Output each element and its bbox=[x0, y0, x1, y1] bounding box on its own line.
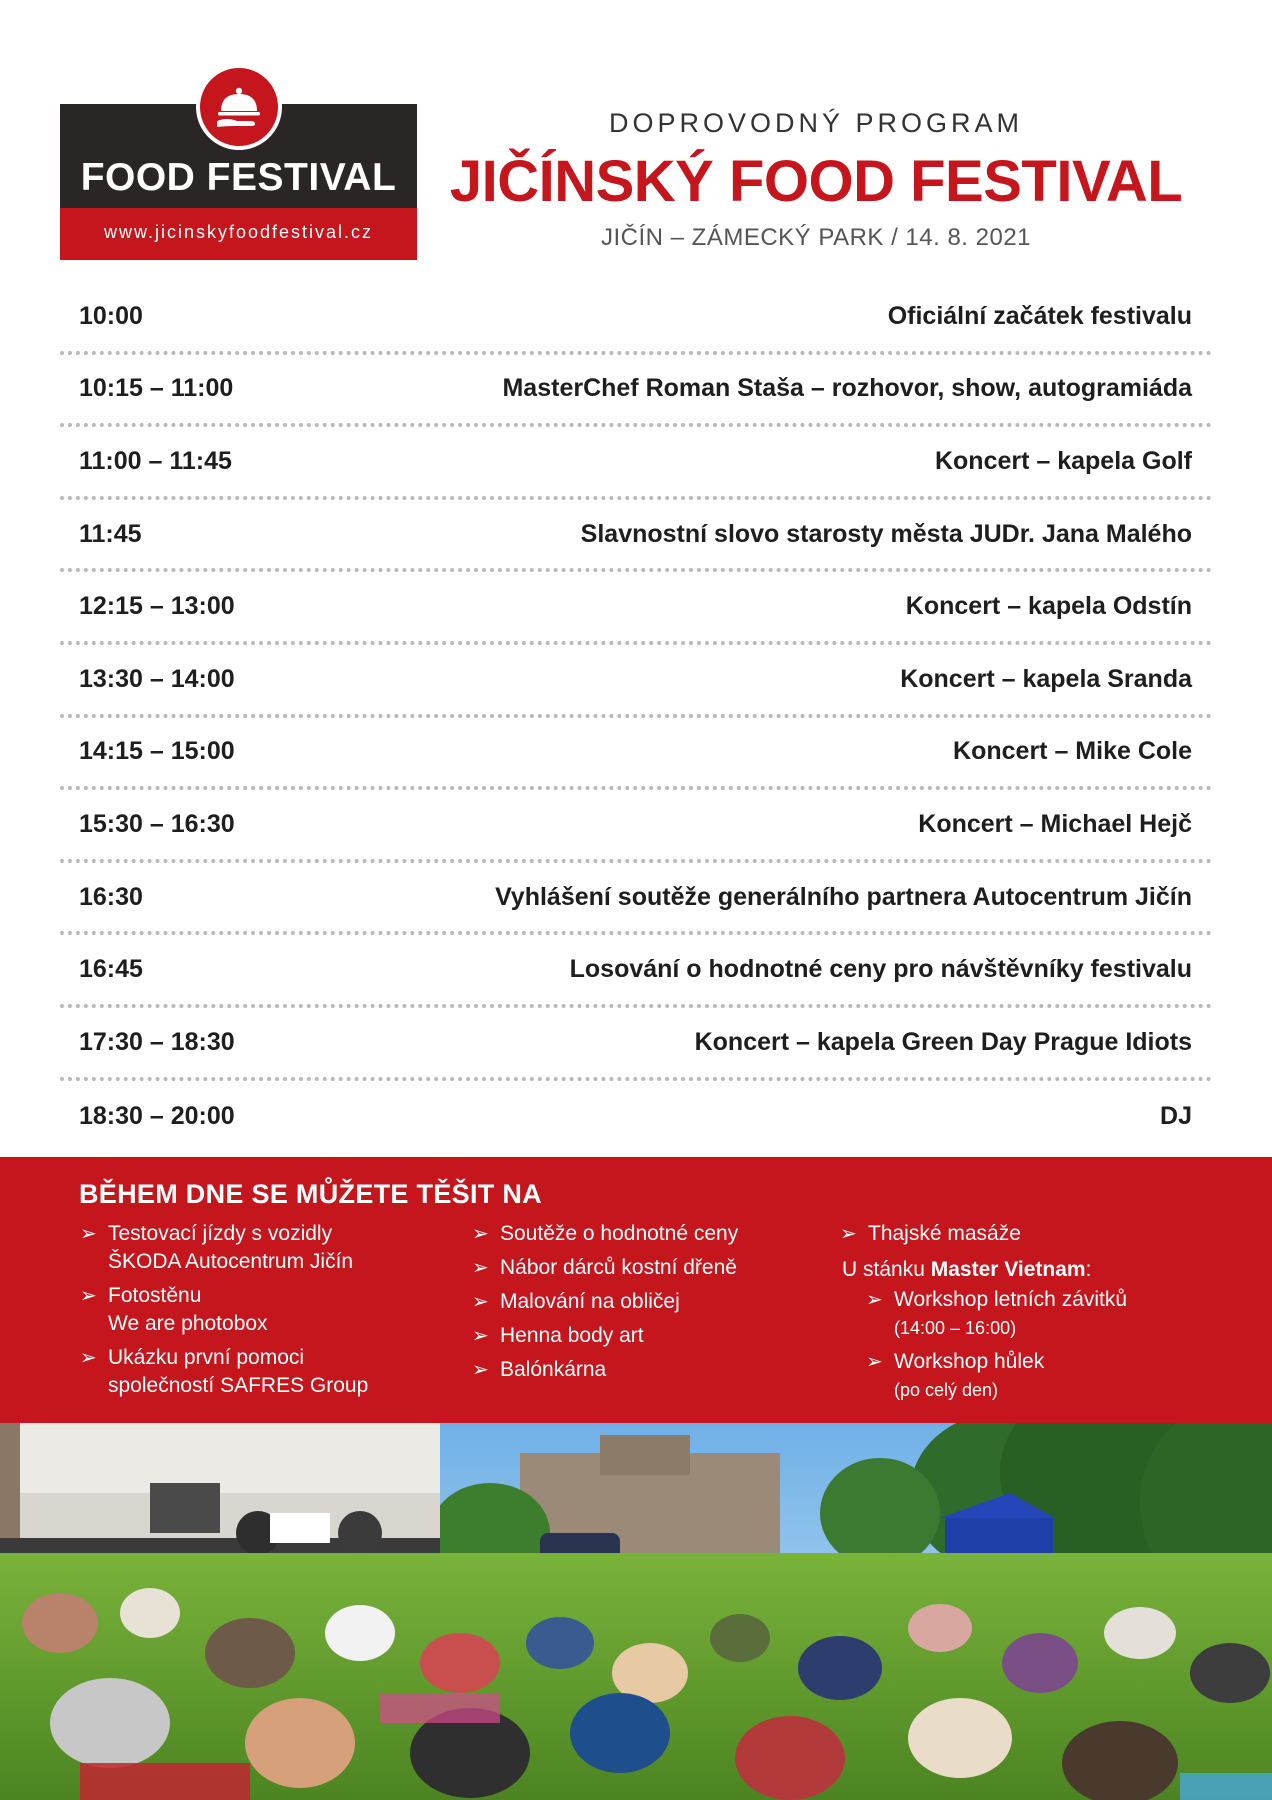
activities-column-1 bbox=[78, 1220, 428, 1406]
item-line: Fotostěnu bbox=[108, 1284, 202, 1307]
list-item bbox=[78, 1220, 428, 1276]
schedule-row bbox=[60, 863, 1212, 936]
item-time: (14:00 – 16:00) bbox=[894, 1318, 1017, 1338]
schedule-row bbox=[60, 790, 1212, 863]
festival-logo bbox=[60, 64, 417, 260]
schedule-time: 15:30 – 16:30 bbox=[79, 809, 235, 838]
page-title: JIČÍNSKÝ FOOD FESTIVAL bbox=[449, 149, 1183, 214]
list-item bbox=[78, 1344, 428, 1400]
item-line: Testovací jízdy s vozidly bbox=[108, 1222, 333, 1245]
logo-title: FOOD FESTIVAL bbox=[80, 156, 397, 199]
list-item bbox=[470, 1356, 820, 1384]
list-item bbox=[864, 1286, 1238, 1342]
schedule-row bbox=[60, 427, 1212, 500]
schedule-row bbox=[60, 572, 1212, 645]
logo-url[interactable]: www.jicinskyfoodfestival.cz bbox=[103, 222, 374, 242]
arrow-icon: ➢ bbox=[840, 1223, 857, 1245]
item-line: Ukázku první pomoci bbox=[108, 1346, 305, 1369]
arrow-icon: ➢ bbox=[80, 1223, 97, 1245]
item-line: Nábor dárců kostní dřeně bbox=[500, 1256, 737, 1279]
arrow-icon: ➢ bbox=[472, 1223, 489, 1245]
item-line: Thajské masáže bbox=[868, 1222, 1021, 1245]
schedule-row bbox=[60, 645, 1212, 718]
arrow-icon: ➢ bbox=[472, 1291, 489, 1313]
schedule-time: 13:30 – 14:00 bbox=[79, 664, 235, 693]
arrow-icon: ➢ bbox=[472, 1359, 489, 1381]
intro-prefix: U stánku bbox=[842, 1258, 931, 1281]
place-date: JIČÍN – ZÁMECKÝ PARK / 14. 8. 2021 bbox=[600, 224, 1032, 251]
schedule-event: Losování o hodnotné ceny pro návštěvníky festivalu bbox=[569, 955, 1192, 984]
schedule-time: 18:30 – 20:00 bbox=[79, 1102, 235, 1131]
arrow-icon: ➢ bbox=[866, 1289, 883, 1311]
schedule-row bbox=[60, 935, 1212, 1008]
arrow-icon: ➢ bbox=[472, 1257, 489, 1279]
schedule-event: Koncert – kapela Sranda bbox=[900, 664, 1192, 693]
schedule-event: Vyhlášení soutěže generálního partnera Autocentrum Jičín bbox=[495, 882, 1192, 911]
intro-suffix: : bbox=[1085, 1258, 1092, 1281]
schedule-row bbox=[60, 355, 1212, 428]
item-line: Henna body art bbox=[500, 1324, 644, 1347]
photo-illustration bbox=[0, 1423, 1272, 1800]
schedule-event: DJ bbox=[1160, 1102, 1192, 1131]
schedule-list bbox=[60, 282, 1212, 1153]
schedule-event: MasterChef Roman Staša – rozhovor, show, autogramiáda bbox=[502, 374, 1192, 403]
list-item bbox=[838, 1220, 1238, 1248]
schedule-row bbox=[60, 1081, 1212, 1154]
schedule-time: 10:15 – 11:00 bbox=[79, 374, 234, 403]
schedule-time: 14:15 – 15:00 bbox=[79, 737, 235, 766]
list-item bbox=[470, 1220, 820, 1248]
schedule-time: 11:45 bbox=[79, 519, 142, 548]
vendor-intro bbox=[842, 1256, 1238, 1284]
list-item bbox=[470, 1288, 820, 1316]
item-time: (po celý den) bbox=[894, 1380, 999, 1400]
schedule-row bbox=[60, 500, 1212, 573]
item-line: Workshop letních závitků bbox=[894, 1288, 1128, 1311]
program-subtitle: DOPROVODNÝ PROGRAM bbox=[608, 108, 1024, 138]
schedule-event: Koncert – Michael Hejč bbox=[918, 809, 1192, 838]
schedule-time: 10:00 bbox=[79, 301, 143, 330]
list-item bbox=[470, 1322, 820, 1350]
activities-title: BĚHEM DNE SE MŮŽETE TĚŠIT NA bbox=[79, 1179, 542, 1209]
schedule-time: 11:00 – 11:45 bbox=[79, 446, 232, 475]
list-item bbox=[470, 1254, 820, 1282]
cloche-on-hand-icon bbox=[196, 64, 282, 150]
arrow-icon: ➢ bbox=[80, 1347, 97, 1369]
schedule-event: Koncert – kapela Green Day Prague Idiots bbox=[694, 1027, 1192, 1056]
arrow-icon: ➢ bbox=[472, 1325, 489, 1347]
schedule-row bbox=[60, 1008, 1212, 1081]
item-line: Malování na obličej bbox=[500, 1290, 680, 1313]
list-item bbox=[78, 1282, 428, 1338]
schedule-event: Slavnostní slovo starosty města JUDr. Jana Malého bbox=[580, 519, 1192, 548]
item-line: Balónkárna bbox=[500, 1358, 607, 1381]
schedule-event: Koncert – Mike Cole bbox=[953, 737, 1192, 766]
arrow-icon: ➢ bbox=[866, 1351, 883, 1373]
schedule-row bbox=[60, 718, 1212, 791]
schedule-event: Koncert – kapela Golf bbox=[934, 446, 1192, 475]
schedule-event: Oficiální začátek festivalu bbox=[887, 301, 1192, 330]
item-line: společností SAFRES Group bbox=[108, 1374, 369, 1397]
vendor-name: Master Vietnam bbox=[930, 1258, 1086, 1281]
schedule-time: 16:30 bbox=[79, 882, 143, 911]
arrow-icon: ➢ bbox=[80, 1285, 97, 1307]
activities-band bbox=[0, 1157, 1272, 1423]
item-line: ŠKODA Autocentrum Jičín bbox=[108, 1250, 354, 1273]
schedule-event: Koncert – kapela Odstín bbox=[905, 592, 1192, 621]
activities-column-2 bbox=[470, 1220, 820, 1390]
item-line: We are photobox bbox=[108, 1312, 268, 1335]
schedule-row bbox=[60, 282, 1212, 355]
activities-column-3 bbox=[838, 1220, 1238, 1410]
schedule-time: 17:30 – 18:30 bbox=[79, 1027, 235, 1056]
schedule-time: 12:15 – 13:00 bbox=[79, 592, 235, 621]
list-item bbox=[864, 1348, 1238, 1404]
item-line: Soutěže o hodnotné ceny bbox=[500, 1222, 739, 1245]
festival-crowd-photo bbox=[0, 1423, 1272, 1800]
schedule-time: 16:45 bbox=[79, 955, 143, 984]
item-line: Workshop hůlek bbox=[894, 1350, 1045, 1373]
